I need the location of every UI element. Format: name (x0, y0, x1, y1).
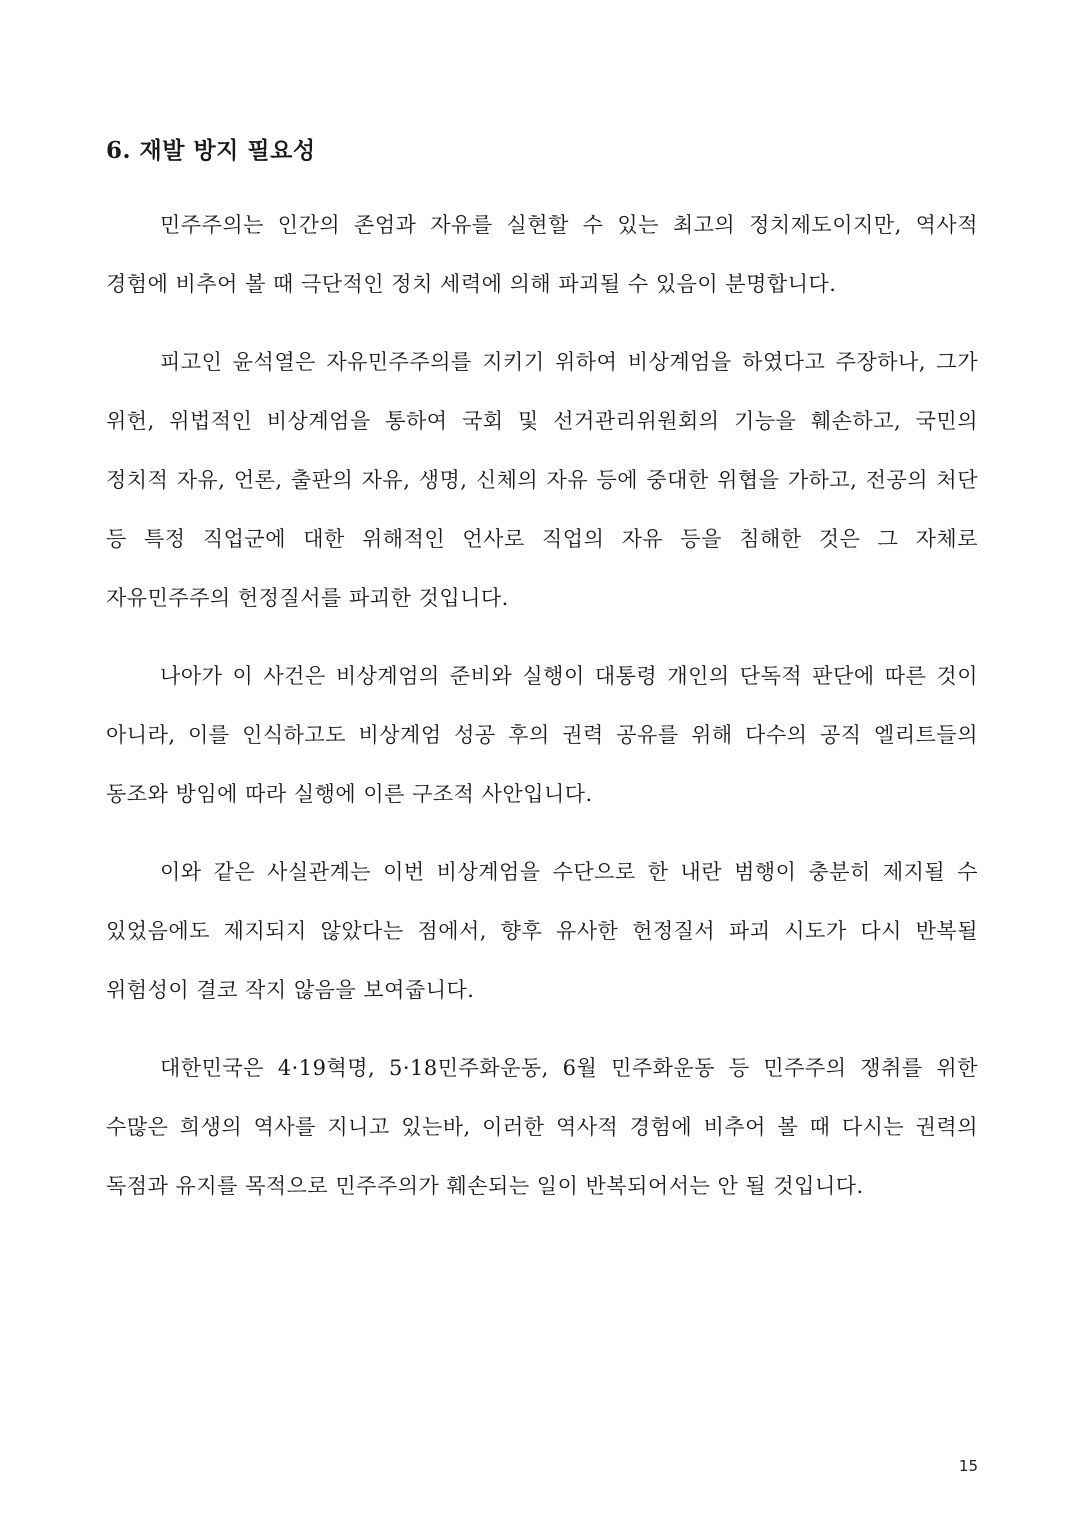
section-heading: 6. 재발 방지 필요성 (106, 137, 316, 164)
paragraph-5: 대한민국은 4·19혁명, 5·18민주화운동, 6월 민주화운동 등 민주주의 쟁취를 위한 수많은 희생의 역사를 지니고 있는바, 이러한 역사적 경험에 비추어 볼 때 다시는 권력의 독점과 유지를 목적으로 민주주의가 훼손되는 일이 반복되어서는 안 될 것입니다. (106, 1056, 978, 1198)
paragraph-4: 이와 같은 사실관계는 이번 비상계엄을 수단으로 한 내란 범행이 충분히 제지될 수 있었음에도 제지되지 않았다는 점에서, 향후 유사한 헌정질서 파괴 시도가 다시 반복될 위험성이 결코 작지 않음을 보여줍니다. (106, 860, 978, 1002)
body-text (106, 196, 978, 1216)
paragraph-3: 나아가 이 사건은 비상계엄의 준비와 실행이 대통령 개인의 단독적 판단에 따른 것이 아니라, 이를 인식하고도 비상계엄 성공 후의 권력 공유를 위해 다수의 공직 엘리트들의 동조와 방임에 따라 실행에 이른 구조적 사안입니다. (106, 664, 978, 806)
paragraph-1: 민주주의는 인간의 존엄과 자유를 실현할 수 있는 최고의 정치제도이지만, 역사적 경험에 비추어 볼 때 극단적인 정치 세력에 의해 파괴될 수 있음이 분명합니다. (106, 213, 978, 296)
paragraph-2: 피고인 윤석열은 자유민주주의를 지키기 위하여 비상계엄을 하였다고 주장하나, 그가 위헌, 위법적인 비상계엄을 통하여 국회 및 선거관리위원회의 기능을 훼손하고, 국민의 정치적 자유, 언론, 출판의 자유, 생명, 신체의 자유 등에 중대한 위협을 가하고, 전공의 처단 등 특정 직업군에 대한 위해적인 언사로 직업의 자유 등을 침해한 것은 그 자체로 자유민주주의 헌정질서를 파괴한 것입니다. (106, 350, 978, 610)
page-number: 15 (958, 1457, 978, 1475)
